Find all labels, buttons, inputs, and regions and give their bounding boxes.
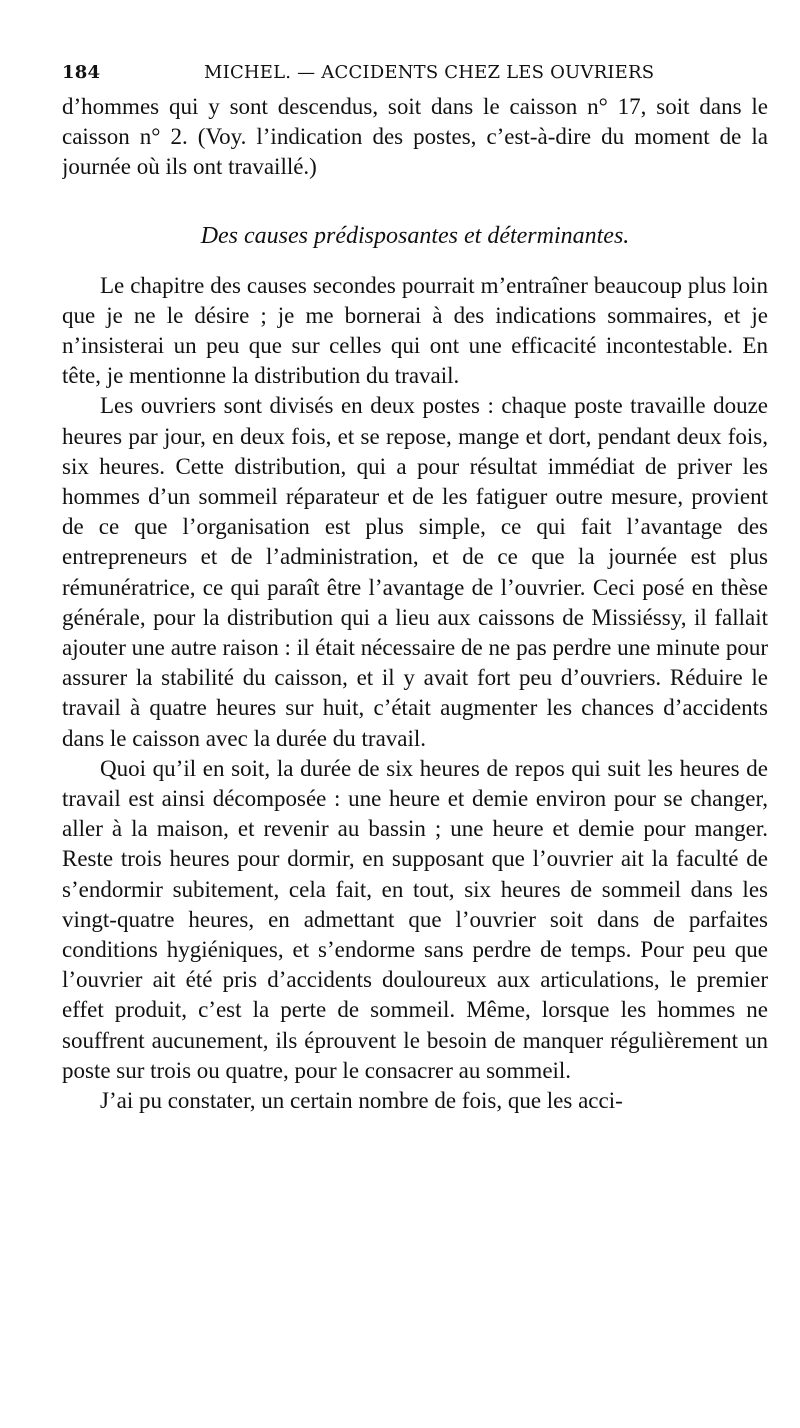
paragraph: J’ai pu constater, un certain nombre de fois, que les acci-: [100, 1088, 623, 1114]
paragraph-continuation: d’hommes qui y sont descendus, soit dans le caisson n° 17, soit dans le caisson n° 2. (Voy. l’indication des postes, c’est-à-dire du moment de la journée où ils ont travaillé.): [62, 94, 768, 180]
paragraph: Quoi qu’il en soit, la durée de six heures de repos qui suit les heures de travail est ainsi décomposée : une heure et demie environ pour se changer, aller à la maison, et revenir au bassin ; une heure et demie pour manger. Reste trois heures pour dormir, en supposant que l’ouvrier ait la faculté de s’endormir subitement, cela fait, en tout, six heures de sommeil dans les vingt-quatre heures, en admettant que l’ouvrier soit dans de parfaites conditions hygiéniques, et s’endorme sans perdre de temps. Pour peu que l’ouvrier ait été pris d’accidents douloureux aux articulations, le premier effet produit, c’est la perte de sommeil. Même, lorsque les hommes ne souffrent aucunement, ils éprouvent le besoin de manquer régulièrement un poste sur trois ou quatre, pour le consacrer au sommeil.: [62, 755, 768, 1083]
running-header: [62, 58, 768, 92]
page-number: 184: [62, 62, 101, 83]
book-page: [62, 58, 768, 1398]
body-text: [62, 92, 768, 1116]
paragraph: Le chapitre des causes secondes pourrait m’entraîner beaucoup plus loin que je ne le désire ; je me bornerai à des indications sommaires, et je n’insisterai un peu que sur celles qui ont une efficacité incontestable. En tête, je mentionne la distribution du travail.: [62, 272, 768, 389]
running-title: MICHEL. — ACCIDENTS CHEZ LES OUVRIERS: [204, 62, 655, 83]
paragraph: Les ouvriers sont divisés en deux postes : chaque poste travaille douze heures par jour, en deux fois, et se repose, mange et dort, pendant deux fois, six heures. Cette distribution, qui a pour résultat immédiat de priver les hommes d’un sommeil réparateur et de les fatiguer outre mesure, provient de ce que l’organisation est plus simple, ce qui fait l’avantage des entrepreneurs et de l’administration, et de ce que la journée est plus rémunératrice, ce qui paraît être l’avantage de l’ouvrier. Ceci posé en thèse générale, pour la distribution qui a lieu aux caissons de Missiéssy, il fallait ajouter une autre raison : il était nécessaire de ne pas perdre une minute pour assurer la stabilité du caisson, et il y avait fort peu d’ouvriers. Réduire le travail à quatre heures sur huit, c’était augmenter les chances d’accidents dans le caisson avec la durée du travail.: [62, 393, 768, 751]
section-heading: Des causes prédisposantes et déterminantes.: [200, 222, 630, 249]
